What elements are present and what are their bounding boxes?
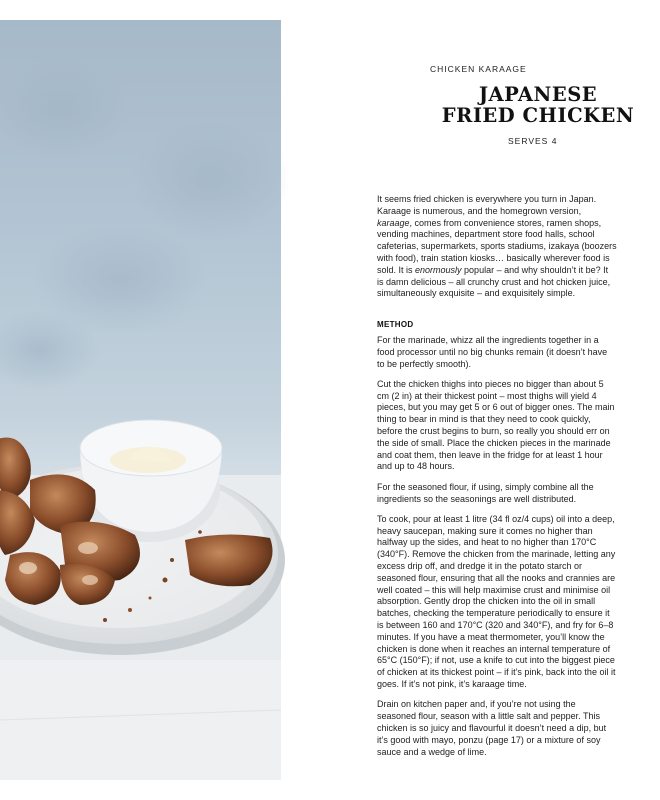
method-step: For the marinade, whizz all the ingredients together in a food processor until no big chunks remain (it doesn’t have to be perfectly smooth). [377,335,608,369]
food-photo [0,20,281,780]
intro-text-2: , comes from convenience stores, ramen shops, vending machines, department store food halls, school cafeterias, supermarkets, sports stadiums, izakaya (boozers with food), train station kiosks… basically wherever food is sold. It is [377,217,617,275]
method-heading: METHOD [377,320,414,329]
recipe-title-line-2: FRIED CHICKEN [441,104,635,127]
fried-chicken-photo [0,20,281,780]
intro-emphasis-enormously: enormously [415,264,462,275]
intro-text-1: It seems fried chicken is everywhere you turn in Japan. Karaage is numerous, and the homegrown version, [377,194,597,216]
method-step: Drain on kitchen paper and, if you’re not using the seasoned flour, season with a little salt and pepper. This chicken is so juicy and flavourful it doesn’t need a dip, but it’s good with mayo, ponzu (page 17) or a mixture of soy sauce and a wedge of lime. [377,699,607,757]
intro-emphasis-karaage: karaage [377,217,410,228]
method-step: To cook, pour at least 1 litre (34 fl oz/4 cups) oil into a deep, heavy saucepan, making sure it comes no higher than halfway up the sides, and heat to no higher than 170°C (340°F). Remove the chicken from the marinade, letting any excess drip off, and dredge it in the potato starch or seasoned flour, ensuring that all the nooks and crannies are well coated – this will help maximise crust and minimise oil absorption. Gently drop the chicken into the oil in small batches, checking the temperature periodically to ensure it is between 160 and 170°C (320 and 340°F), and fry for 6–8 minutes. If you have a meat thermometer, you’ll know the chicken is done when it reaches an internal temperature of 65°C (150°F); if not, use a knife to cut into the biggest piece of chicken at its thickest point – if it’s pink, back into the oil it goes. If it’s not pink, it’s karaage time. [377,513,616,690]
intro-text-3: popular – and why shouldn’t it be? It is damn delicious – all crunchy crust and hot chicken juice, simultaneously exquisite – and exquisitely simple. [377,264,611,299]
recipe-kicker: CHICKEN KARAAGE [430,64,527,74]
intro-paragraph [377,194,617,300]
method-step: Cut the chicken thighs into pieces no bigger than about 5 cm (2 in) at their thickest point – most thighs will yield 4 pieces, but you may get 5 or 6 out of bigger ones. The main thing to bear in mind is that they need to cook quickly, before the crust begins to burn, so really you should err on the side of small. Place the chicken pieces in the marinade and coat them, then leave in the fridge for at least 1 hour and up to 48 hours. [377,378,615,472]
serves-count: SERVES 4 [508,136,558,146]
method-steps [377,335,617,767]
recipe-title [438,84,638,126]
method-step: For the seasoned flour, if using, simply combine all the ingredients so the seasonings are well distributed. [377,481,594,504]
recipe-title-line-1: JAPANESE [478,83,598,106]
